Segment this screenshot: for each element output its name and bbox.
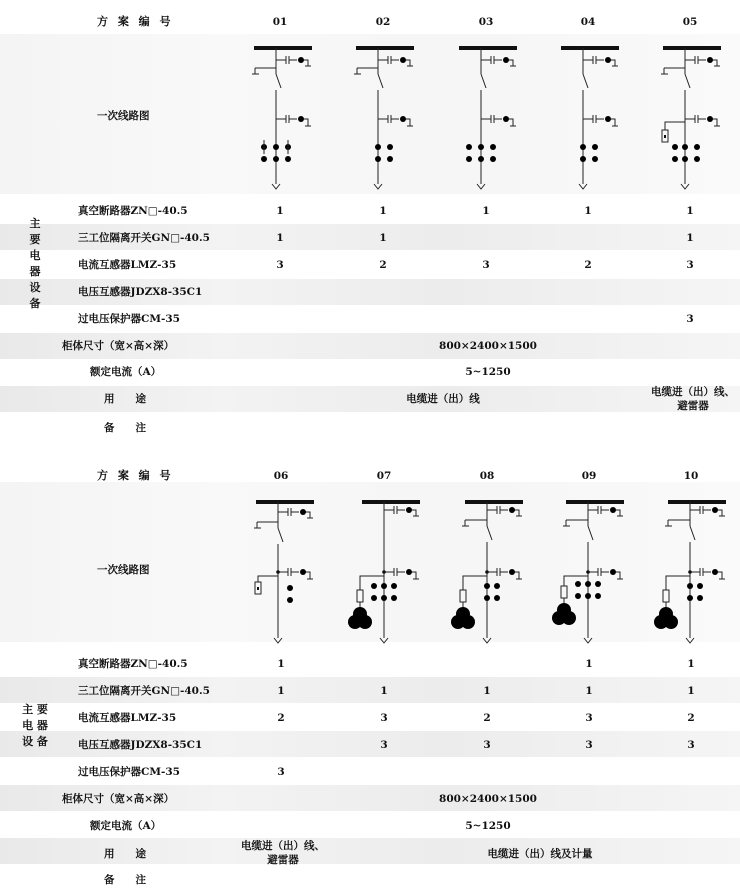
usage-value: 避雷器 <box>267 854 299 866</box>
component-qty: 1 <box>585 685 593 697</box>
component-qty: 1 <box>277 685 285 697</box>
component-qty: 2 <box>687 712 695 724</box>
cabinet-size-value: 800×2400×1500 <box>439 340 537 352</box>
cabinet-size-label: 柜体尺寸（宽×高×深） <box>62 793 175 805</box>
component-qty: 1 <box>687 685 695 697</box>
circuit-diagram-06 <box>252 498 322 643</box>
circuit-diagram-01 <box>250 44 320 189</box>
rated-current-value: 5~1250 <box>465 820 511 832</box>
scheme-number: 02 <box>375 16 391 28</box>
scheme-number-label: 方 案 编 号 <box>97 469 174 482</box>
diagram-label: 一次线路图 <box>97 110 150 122</box>
usage-value: 避雷器 <box>677 400 709 412</box>
component-name: 电流互感器LMZ-35 <box>78 712 177 724</box>
scheme-table-2 <box>0 448 740 893</box>
component-name: 真空断路器ZN□-40.5 <box>78 658 188 670</box>
main-equipment-label: 主 要 电 器 设 备 <box>22 703 48 748</box>
component-qty: 2 <box>379 259 387 271</box>
diagram-label: 一次线路图 <box>97 564 150 576</box>
component-qty: 1 <box>276 232 284 244</box>
component-name: 过电压保护器CM-35 <box>78 313 180 325</box>
usage-value: 电缆进（出）线、 <box>651 386 735 398</box>
component-qty: 3 <box>686 313 694 325</box>
component-name: 电流互感器LMZ-35 <box>78 259 177 271</box>
main-equipment-label: 主 要 电 器 设 备 <box>29 217 41 310</box>
component-qty: 3 <box>483 739 491 751</box>
scheme-number: 10 <box>683 470 699 482</box>
component-qty: 3 <box>482 259 490 271</box>
usage-value: 电缆进（出）线 <box>406 393 480 405</box>
remark-label: 备 注 <box>104 874 146 886</box>
component-qty: 3 <box>380 739 388 751</box>
component-qty: 2 <box>483 712 491 724</box>
rated-current-label: 额定电流（A） <box>90 820 162 832</box>
usage-label: 用 途 <box>104 393 146 405</box>
scheme-number: 06 <box>273 470 289 482</box>
component-qty: 1 <box>379 232 387 244</box>
component-qty: 1 <box>277 658 285 670</box>
circuit-diagram-09 <box>548 498 628 643</box>
component-name: 电压互感器JDZX8-35C1 <box>78 286 203 298</box>
cabinet-size-label: 柜体尺寸（宽×高×深） <box>62 340 175 352</box>
component-qty: 1 <box>686 232 694 244</box>
component-name: 过电压保护器CM-35 <box>78 766 180 778</box>
circuit-diagram-07 <box>344 498 424 643</box>
circuit-diagram-05 <box>659 44 729 189</box>
scheme-table-1 <box>0 0 740 445</box>
component-qty: 1 <box>380 685 388 697</box>
circuit-diagram-04 <box>557 44 627 189</box>
component-qty: 3 <box>277 766 285 778</box>
component-qty: 1 <box>379 205 387 217</box>
component-qty: 3 <box>687 739 695 751</box>
usage-value: 电缆进（出）线及计量 <box>487 848 593 860</box>
component-qty: 1 <box>686 205 694 217</box>
scheme-number: 01 <box>272 16 288 28</box>
component-qty: 2 <box>277 712 285 724</box>
component-qty: 2 <box>584 259 592 271</box>
circuit-diagram-08 <box>447 498 527 643</box>
component-qty: 1 <box>584 205 592 217</box>
circuit-diagram-10 <box>650 498 730 643</box>
scheme-number: 08 <box>479 470 495 482</box>
component-name: 三工位隔离开关GN□-40.5 <box>78 232 210 244</box>
component-qty: 3 <box>686 259 694 271</box>
scheme-number-label: 方 案 编 号 <box>97 15 174 28</box>
component-qty: 3 <box>276 259 284 271</box>
remark-label: 备 注 <box>104 422 146 434</box>
scheme-number: 04 <box>580 16 596 28</box>
cabinet-size-value: 800×2400×1500 <box>439 793 537 805</box>
rated-current-label: 额定电流（A） <box>90 366 162 378</box>
component-name: 三工位隔离开关GN□-40.5 <box>78 685 210 697</box>
circuit-diagram-02 <box>352 44 422 189</box>
component-qty: 3 <box>585 739 593 751</box>
component-qty: 3 <box>380 712 388 724</box>
component-name: 电压互感器JDZX8-35C1 <box>78 739 203 751</box>
component-name: 真空断路器ZN□-40.5 <box>78 205 188 217</box>
component-qty: 3 <box>585 712 593 724</box>
scheme-number: 09 <box>581 470 597 482</box>
scheme-number: 03 <box>478 16 494 28</box>
component-qty: 1 <box>585 658 593 670</box>
component-qty: 1 <box>482 205 490 217</box>
scheme-number: 05 <box>682 16 698 28</box>
usage-label: 用 途 <box>104 848 146 860</box>
rated-current-value: 5~1250 <box>465 366 511 378</box>
usage-value: 电缆进（出）线、 <box>241 840 325 852</box>
component-qty: 1 <box>483 685 491 697</box>
circuit-diagram-03 <box>455 44 525 189</box>
component-qty: 1 <box>276 205 284 217</box>
scheme-number: 07 <box>376 470 392 482</box>
component-qty: 1 <box>687 658 695 670</box>
